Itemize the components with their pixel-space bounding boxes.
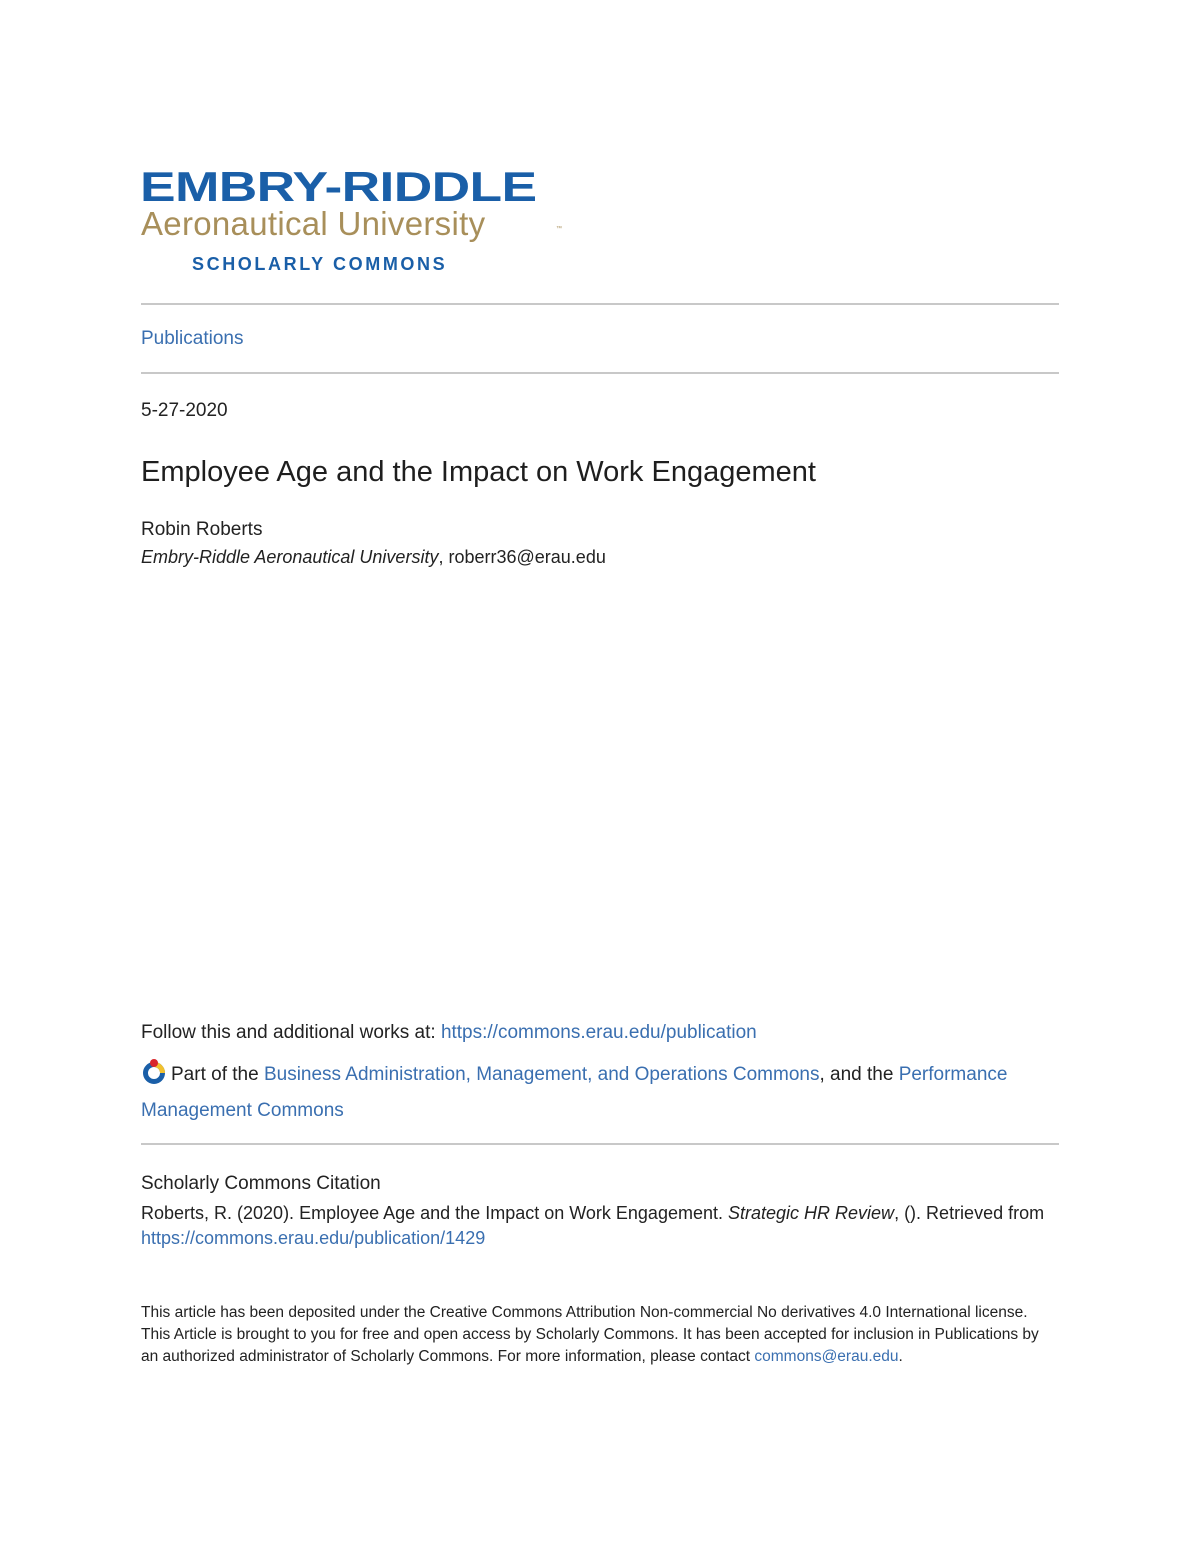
performance-management-commons-link[interactable]: Performance Management Commons: [141, 1064, 1008, 1121]
divider: [141, 303, 1059, 305]
license-notice: [141, 1302, 1059, 1368]
author-email[interactable]: roberr36@erau.edu: [448, 547, 606, 567]
contact-email-link[interactable]: commons@erau.edu: [754, 1348, 899, 1365]
follow-url-link[interactable]: https://commons.erau.edu/publication: [440, 1022, 757, 1043]
article-title: Employee Age and the Impact on Work Engagement: [141, 456, 816, 488]
divider: [141, 372, 1059, 374]
citation-url-link[interactable]: https://commons.erau.edu/publication/1429: [141, 1228, 486, 1248]
network-commons-icon: [141, 1058, 167, 1095]
series-link[interactable]: Publications: [141, 328, 244, 349]
author-affiliation: Embry-Riddle Aeronautical University, roberr36@erau.edu: [141, 547, 606, 567]
access-notice-end: .: [898, 1348, 903, 1365]
affiliation-name: Embry-Riddle Aeronautical University: [141, 547, 439, 567]
follow-line: [141, 1022, 757, 1044]
divider: [141, 1143, 1059, 1145]
part-of-prefix: Part of the: [171, 1064, 264, 1085]
citation-heading: Scholarly Commons Citation: [141, 1173, 381, 1194]
author-name: Robin Roberts: [141, 519, 263, 540]
citation-journal: Strategic HR Review: [728, 1203, 895, 1223]
logo-embry-riddle: EMBRY-RIDDLE: [140, 163, 537, 210]
citation-text-before: Roberts, R. (2020). Employee Age and the Impact on Work Engagement.: [141, 1203, 728, 1223]
logo-trademark: ™: [556, 226, 562, 232]
access-notice-text: This Article is brought to you for free and open access by Scholarly Commons. It has been accepted for inclusion in Publications by an authorized administrator of Scholarly Commons. For more information, please contact: [141, 1326, 1039, 1365]
part-of-line: [141, 1058, 1059, 1127]
follow-prefix: Follow this and additional works at:: [141, 1022, 441, 1043]
publication-date: 5-27-2020: [141, 400, 228, 421]
license-line: This article has been deposited under the Creative Commons Attribution Non-commercial No derivatives 4.0 International license.: [141, 1304, 1028, 1321]
part-of-middle: , and the: [819, 1064, 899, 1085]
access-notice: [141, 1324, 1059, 1368]
logo-scholarly-commons: SCHOLARLY COMMONS: [192, 254, 448, 274]
business-admin-commons-link[interactable]: Business Administration, Management, and Operations Commons: [263, 1064, 820, 1085]
citation-text: [141, 1201, 1059, 1251]
citation-text-after: , (). Retrieved from: [894, 1203, 1045, 1223]
logo-aeronautical-university: Aeronautical University: [141, 205, 486, 242]
